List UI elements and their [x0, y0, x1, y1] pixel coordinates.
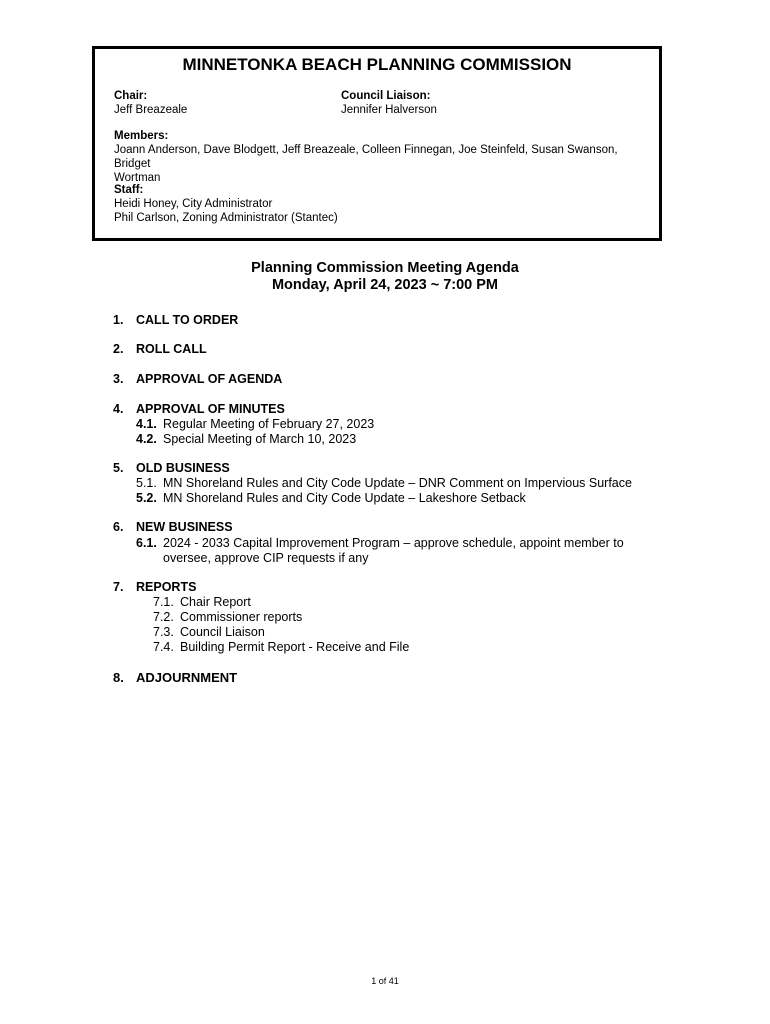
liaison-label: Council Liaison:	[341, 90, 431, 102]
subitem-number: 6.1.	[136, 536, 157, 550]
header-box	[92, 46, 662, 241]
staff-label: Staff:	[114, 184, 144, 196]
subitem-text: MN Shoreland Rules and City Code Update – DNR Comment on Impervious Surface	[163, 476, 632, 490]
chair-name: Jeff Breazeale	[114, 104, 188, 116]
agenda-subitem	[153, 595, 251, 609]
subitem-number: 5.1.	[136, 476, 157, 490]
subitem-text: MN Shoreland Rules and City Code Update – Lakeshore Setback	[163, 491, 526, 505]
subitem-number: 7.2.	[153, 610, 174, 624]
staff-line-1: Heidi Honey, City Administrator	[114, 198, 273, 210]
subitem-number: 4.2.	[136, 432, 157, 446]
agenda-item-title: ROLL CALL	[136, 342, 207, 356]
staff-line-2: Phil Carlson, Zoning Administrator (Stantec)	[114, 212, 338, 224]
agenda-subitem	[136, 536, 624, 550]
agenda-item-title: ADJOURNMENT	[136, 670, 238, 685]
agenda-title: Planning Commission Meeting Agenda	[251, 260, 519, 276]
chair-block	[114, 89, 187, 117]
liaison-name: Jennifer Halverson	[341, 104, 437, 116]
subitem-number: 7.4.	[153, 640, 174, 654]
agenda-item-title: APPROVAL OF MINUTES	[136, 402, 285, 416]
subitem-text: Chair Report	[180, 595, 251, 609]
agenda-item-title: OLD BUSINESS	[136, 461, 230, 475]
subitem-number: 4.1.	[136, 417, 157, 431]
subitem-text: 2024 - 2033 Capital Improvement Program – approve schedule, appoint member to	[163, 536, 624, 550]
page-number: 1 of 41	[371, 976, 399, 986]
subitem-text: Commissioner reports	[180, 610, 303, 624]
subitem-text: Regular Meeting of February 27, 2023	[163, 417, 375, 431]
agenda-subitem	[153, 610, 302, 624]
subitem-number: 7.3.	[153, 625, 174, 639]
agenda-item-number: 1.	[113, 313, 124, 327]
agenda-subitem-continuation: oversee, approve CIP requests if any	[163, 551, 369, 565]
subitem-number: 7.1.	[153, 595, 174, 609]
subitem-text: Building Permit Report - Receive and File	[180, 640, 410, 654]
agenda-item-number: 6.	[113, 520, 124, 534]
members-block	[114, 129, 654, 185]
members-line-2: Wortman	[114, 172, 161, 184]
agenda-item-title: REPORTS	[136, 580, 197, 594]
agenda-item-number: 5.	[113, 461, 124, 475]
agenda-item-number: 8.	[113, 670, 124, 685]
liaison-block	[341, 89, 437, 117]
agenda-item-number: 3.	[113, 372, 124, 386]
agenda-subitem	[153, 640, 409, 654]
members-line-1: Joann Anderson, Dave Blodgett, Jeff Breazeale, Colleen Finnegan, Joe Steinfeld, Susan Swanson, Bridget	[114, 144, 618, 170]
agenda-item-number: 2.	[113, 342, 124, 356]
agenda-subitem	[153, 625, 265, 639]
subitem-number: 5.2.	[136, 491, 157, 505]
agenda-subitem	[136, 432, 356, 446]
agenda-item-title: NEW BUSINESS	[136, 520, 233, 534]
agenda-subitem	[136, 417, 374, 431]
staff-block	[114, 183, 338, 225]
subitem-text: Council Liaison	[180, 625, 265, 639]
agenda-item-title: CALL TO ORDER	[136, 313, 239, 327]
agenda-subitem	[136, 491, 526, 505]
chair-label: Chair:	[114, 90, 148, 102]
agenda-date: Monday, April 24, 2023 ~ 7:00 PM	[271, 277, 499, 293]
subitem-text: Special Meeting of March 10, 2023	[163, 432, 357, 446]
agenda-item-number: 7.	[113, 580, 124, 594]
members-label: Members:	[114, 130, 169, 142]
commission-title: MINNETONKA BEACH PLANNING COMMISSION	[182, 55, 572, 74]
agenda-item-title: APPROVAL OF AGENDA	[136, 372, 283, 386]
agenda-item-number: 4.	[113, 402, 124, 416]
agenda-subitem	[136, 476, 632, 490]
